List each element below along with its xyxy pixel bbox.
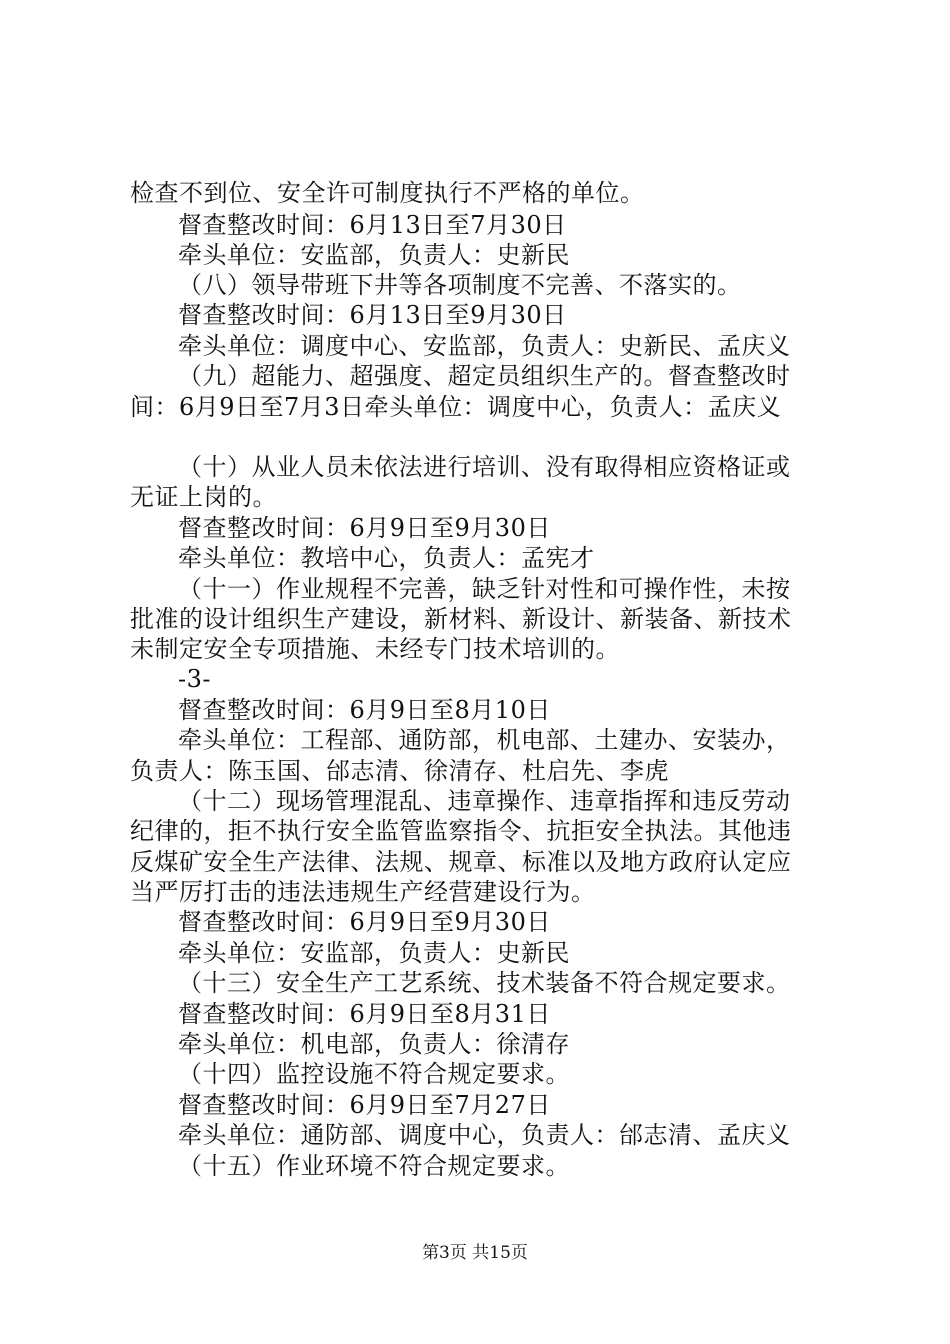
text-line: （九）超能力、超强度、超定员组织生产的。督查整改时 <box>178 362 791 390</box>
text-line: 牵头单位：机电部，负责人：徐清存 <box>178 1030 570 1058</box>
text-line: 负责人：陈玉国、邰志清、徐清存、杜启先、李虎 <box>130 757 669 785</box>
text-line: 牵头单位：安监部，负责人：史新民 <box>178 939 570 967</box>
text-line: （十一）作业规程不完善，缺乏针对性和可操作性，未按 <box>178 575 791 603</box>
text-line: 督查整改时间：6月9日至9月30日 <box>178 908 551 936</box>
text-line: （十二）现场管理混乱、违章操作、违章指挥和违反劳动 <box>178 787 791 815</box>
text-line: 未制定安全专项措施、未经专门技术培训的。 <box>130 635 620 663</box>
text-line: 间：6月9日至7月3日牵头单位：调度中心，负责人：孟庆义 <box>130 393 782 421</box>
text-line: （十四）监控设施不符合规定要求。 <box>178 1060 570 1088</box>
text-line: 督查整改时间：6月9日至8月31日 <box>178 1000 551 1028</box>
text-line: （八）领导带班下井等各项制度不完善、不落实的。 <box>178 271 742 299</box>
text-line: （十五）作业环境不符合规定要求。 <box>178 1152 570 1180</box>
text-line: 无证上岗的。 <box>130 483 277 511</box>
text-line: 牵头单位：调度中心、安监部，负责人：史新民、孟庆义 <box>178 332 791 360</box>
text-line: 牵头单位：通防部、调度中心，负责人：邰志清、孟庆义 <box>178 1121 791 1149</box>
text-line: 牵头单位：安监部，负责人：史新民 <box>178 241 570 269</box>
text-line: （十三）安全生产工艺系统、技术装备不符合规定要求。 <box>178 969 791 997</box>
text-line: 督查整改时间：6月9日至9月30日 <box>178 514 551 542</box>
text-line: 当严厉打击的违法违规生产经营建设行为。 <box>130 878 596 906</box>
text-line: 反煤矿安全生产法律、法规、规章、标准以及地方政府认定应 <box>130 848 792 876</box>
text-line: 检查不到位、安全许可制度执行不严格的单位。 <box>130 179 645 207</box>
text-line: 批准的设计组织生产建设，新材料、新设计、新装备、新技术 <box>130 605 792 633</box>
text-line: 牵头单位：教培中心，负责人：孟宪才 <box>178 544 595 572</box>
text-line: （十）从业人员未依法进行培训、没有取得相应资格证或 <box>178 453 791 481</box>
text-line: 督查整改时间：6月13日至7月30日 <box>178 211 567 239</box>
text-line: 牵头单位：工程部、通防部，机电部、土建办、安装办， <box>178 726 791 754</box>
page-footer: 第3页 共15页 <box>422 1243 528 1263</box>
inline-page-number: -3- <box>178 665 211 693</box>
text-line: 督查整改时间：6月13日至9月30日 <box>178 301 567 329</box>
text-line: 督查整改时间：6月9日至7月27日 <box>178 1091 551 1119</box>
text-line: 纪律的，拒不执行安全监管监察指令、抗拒安全执法。其他违 <box>130 817 792 845</box>
text-line: 督查整改时间：6月9日至8月10日 <box>178 696 551 724</box>
